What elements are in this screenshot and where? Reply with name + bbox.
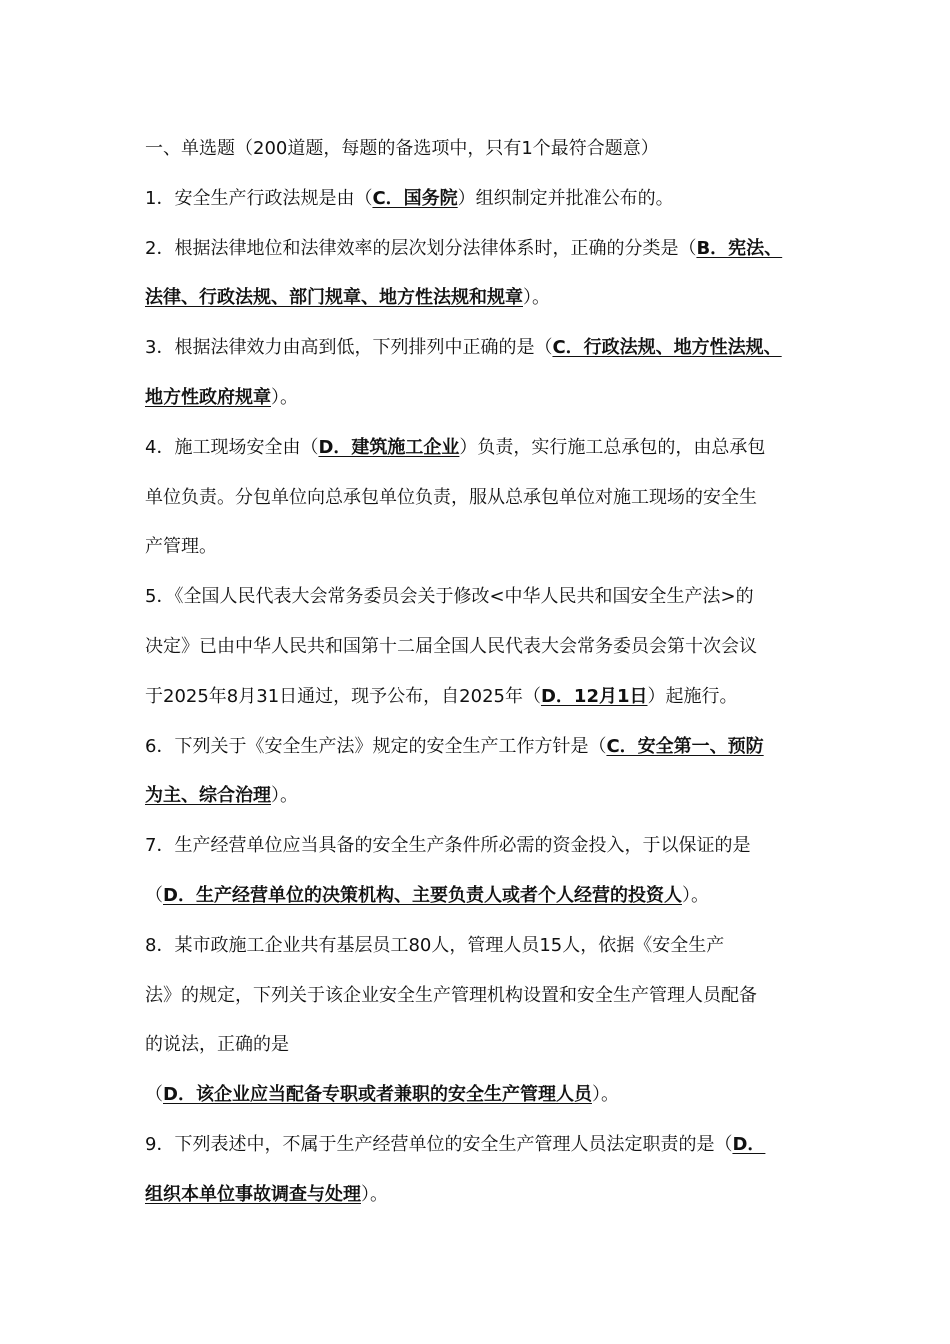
question-text: 产管理。 [145,536,217,558]
question-line [145,1120,825,1170]
answer-text: D．该企业应当配备专职或者兼职的安全生产管理人员 [163,1084,592,1106]
question-text: 的说法，正确的是 [145,1034,289,1056]
question-item [145,921,825,1120]
question-line [145,1020,825,1070]
question-text: （ [145,884,163,906]
document-page [145,124,825,1220]
question-line [145,1070,825,1120]
answer-text: C．行政法规、地方性法规、 [552,337,782,359]
question-item [145,224,825,324]
question-line [145,323,825,373]
question-item [145,174,825,224]
question-text: ）。 [591,1084,619,1106]
question-line [145,622,825,672]
question-line [145,722,825,772]
question-line [145,373,825,423]
answer-text: D．12月1日 [540,685,648,707]
question-text: 7．生产经营单位应当具备的安全生产条件所必需的资金投入，于以保证的是 [145,835,751,857]
question-text: 1．安全生产行政法规是由（ [145,187,373,209]
question-line [145,1170,825,1220]
question-item [145,722,825,822]
question-item [145,323,825,423]
question-text: ）。 [271,785,298,807]
question-line [145,771,825,821]
question-line [145,672,825,722]
question-text: ）。 [271,386,298,408]
question-line [145,473,825,523]
question-text: ）负责，实行施工总承包的，由总承包 [459,436,766,458]
question-line [145,224,825,274]
answer-text: D．生产经营单位的决策机构、主要负责人或者个人经营的投资人 [163,884,682,906]
answer-text: D． [732,1133,766,1155]
question-text: （ [145,1084,163,1106]
question-line [145,423,825,473]
answer-text: C．国务院 [372,187,458,209]
question-text: ）起施行。 [647,685,738,707]
question-text: 5．《全国人民代表大会常务委员会关于修改<中华人民共和国安全生产法>的 [145,586,754,608]
question-text: 单位负责。分包单位向总承包单位负责，服从总承包单位对施工现场的安全生 [145,486,757,508]
answer-text: 组织本单位事故调查与处理 [145,1183,361,1205]
question-text: 于2025年8月31日通过，现予公布，自2025年（ [145,685,541,707]
section-title: 一、单选题（200道题，每题的备选项中，只有1个最符合题意） [145,138,659,159]
answer-text: 地方性政府规章 [145,386,271,408]
question-line [145,273,825,323]
question-text: 9．下列表述中，不属于生产经营单位的安全生产管理人员法定职责的是（ [145,1133,733,1155]
question-list [145,174,825,1220]
question-text: 决定》已由中华人民共和国第十二届全国人民代表大会常务委员会第十次会议 [145,635,757,657]
question-text: ）组织制定并批准公布的。 [457,187,674,209]
question-text: 2．根据法律地位和法律效率的层次划分法律体系时，正确的分类是（ [145,237,697,259]
question-line [145,522,825,572]
answer-text: 法律、行政法规、部门规章、地方性法规和规章 [145,287,523,309]
question-item [145,1120,825,1220]
question-item [145,423,825,572]
question-line [145,174,825,224]
question-text: ）。 [361,1183,388,1205]
question-text: 6．下列关于《安全生产法》规定的安全生产工作方针是（ [145,735,607,757]
answer-text: D．建筑施工企业 [318,436,460,458]
question-text: 4．施工现场安全由（ [145,436,319,458]
question-line [145,971,825,1021]
question-line [145,572,825,622]
question-item [145,572,825,721]
question-text: ）。 [681,884,709,906]
question-line [145,871,825,921]
question-line [145,921,825,971]
question-text: 3．根据法律效力由高到低，下列排列中正确的是（ [145,337,553,359]
answer-text: 为主、综合治理 [145,785,271,807]
question-line [145,821,825,871]
answer-text: C．安全第一、预防 [606,735,764,757]
question-text: ）。 [523,287,550,309]
question-text: 8．某市政施工企业共有基层员工80人，管理人员15人，依据《安全生产 [145,934,725,956]
answer-text: B．宪法、 [696,237,783,259]
question-item [145,821,825,921]
question-text: 法》的规定，下列关于该企业安全生产管理机构设置和安全生产管理人员配备 [145,984,757,1006]
